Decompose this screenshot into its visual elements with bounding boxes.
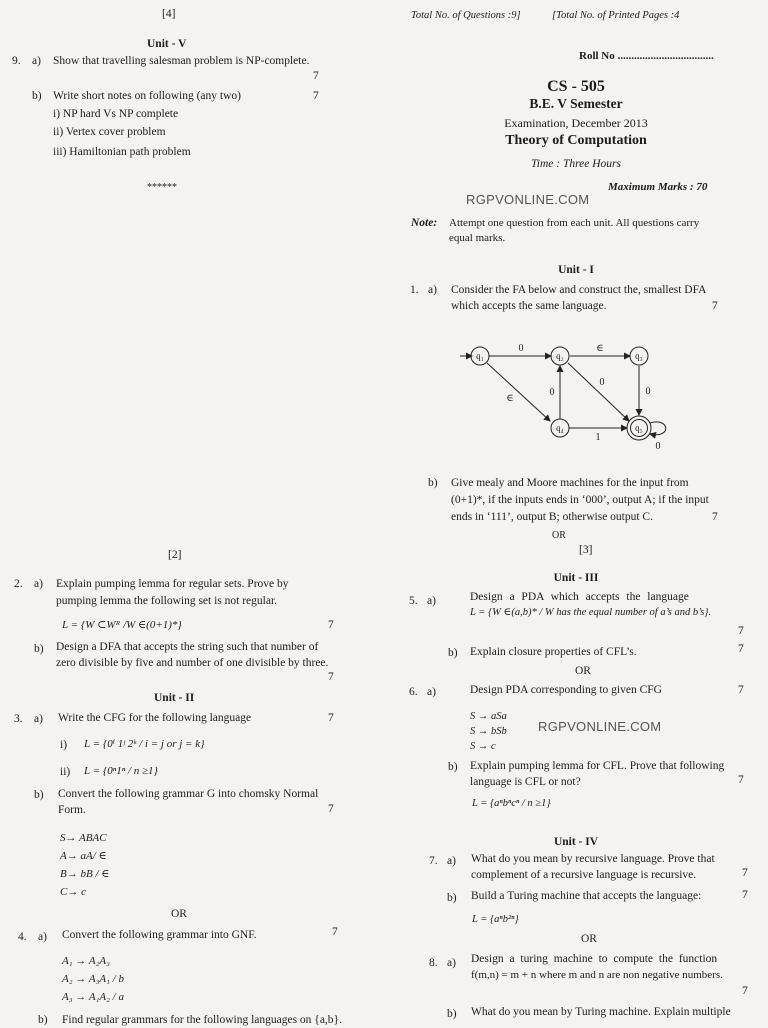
grammar-rule: S → bSb — [470, 726, 507, 737]
question-text: Design a DFA that accepts the string such that number of — [56, 641, 319, 653]
edge-label: 0 — [599, 377, 605, 388]
edge-label: 0 — [549, 387, 555, 398]
part-label: a) — [34, 713, 43, 725]
question-number: 6. — [409, 686, 418, 698]
question-text: Explain pumping lemma for regular sets. Prove by — [56, 578, 289, 590]
math-expression: L = {0ⁱ 1ʲ 2ᵏ / i = j or j = k} — [84, 738, 205, 750]
end-stars: ****** — [147, 182, 177, 193]
or-divider: OR — [552, 530, 566, 541]
part-label: b) — [447, 892, 457, 904]
max-marks: Maximum Marks : 70 — [608, 181, 708, 193]
edge-label: 0 — [655, 441, 661, 452]
question-text: Explain pumping lemma for CFL. Prove that following — [470, 760, 725, 772]
part-label: b) — [448, 761, 458, 773]
part-label: a) — [447, 855, 456, 867]
question-text: Convert the following grammar into GNF. — [62, 929, 257, 941]
state-label: q₂ — [556, 351, 564, 361]
question-text: f(m,n) = m + n where m and n are non negative numbers. — [471, 969, 723, 981]
question-text: What do you mean by recursive language. Prove that — [471, 853, 715, 865]
question-text: ends in ‘111’, output B; otherwise output C. — [451, 511, 653, 523]
marks: 7 — [328, 803, 334, 815]
part-label: ii) — [60, 766, 71, 778]
edge-label: 0 — [645, 386, 651, 397]
question-text: Explain closure properties of CFL’s. — [470, 646, 637, 658]
part-label: b) — [32, 90, 42, 102]
total-pages: [Total No. of Printed Pages :4 — [552, 10, 680, 21]
state-label: q₅ — [635, 423, 643, 433]
unit-title: Unit - I — [558, 264, 594, 276]
question-number: 9. — [12, 55, 21, 67]
edge-label: ∈ — [596, 343, 604, 354]
edge-label: 1 — [595, 432, 601, 443]
part-label: i) — [60, 739, 68, 751]
time: Time : Three Hours — [531, 158, 621, 170]
grammar-rule: A₁ → A₂A₃ — [62, 955, 110, 967]
marks: 7 — [738, 774, 744, 786]
watermark: RGPVONLINE.COM — [538, 719, 662, 734]
question-number: 5. — [409, 595, 418, 607]
loop-q5 — [650, 422, 666, 435]
part-label: a) — [34, 578, 43, 590]
grammar-rule: S→ ABAC — [60, 832, 107, 844]
grammar-rule: A→ aA/ ∈ — [60, 850, 107, 862]
page-number: [3] — [579, 544, 593, 556]
part-label: a) — [427, 595, 436, 607]
edge-label: 0 — [518, 343, 524, 354]
question-text: Show that travelling salesman problem is NP-complete. — [53, 55, 310, 67]
math-expression: L = {aⁿb²ⁿ} — [472, 914, 519, 925]
question-text: which accepts the same language. — [451, 300, 607, 312]
note-text: equal marks. — [449, 232, 506, 244]
question-text: pumping lemma the following set is not regular. — [56, 595, 278, 607]
question-text: language is CFL or not? — [470, 776, 581, 788]
question-text: Convert the following grammar G into chomsky Normal — [58, 788, 319, 800]
part-label: b) — [448, 647, 458, 659]
question-text: Write the CFG for the following language — [58, 712, 252, 724]
question-text: complement of a recursive language is recursive. — [471, 869, 697, 881]
question-number: 2. — [14, 578, 23, 590]
subject: Theory of Computation — [505, 133, 647, 148]
marks: 7 — [313, 90, 319, 102]
state-label: q₃ — [635, 351, 643, 361]
grammar-rule: B→ bB / ∈ — [60, 868, 110, 880]
marks: 7 — [742, 867, 748, 879]
unit-title: Unit - V — [147, 38, 187, 50]
question-text: Give mealy and Moore machines for the input from — [451, 477, 689, 489]
state-label: q₄ — [556, 423, 564, 433]
marks: 7 — [738, 625, 744, 637]
edge-q1-q4 — [487, 363, 550, 421]
part-label: a) — [447, 957, 456, 969]
or-divider: OR — [171, 908, 187, 920]
part-label: b) — [34, 643, 44, 655]
question-number: 3. — [14, 713, 23, 725]
marks: 7 — [328, 619, 334, 631]
math-expression: L = {W ∈(a,b)* / W has the equal number of a’s and b’s}. — [470, 607, 712, 618]
unit-title: Unit - II — [154, 692, 195, 704]
math-expression: L = {aⁿbⁿcⁿ / n ≥1} — [472, 798, 551, 809]
grammar-rule: C→ c — [60, 886, 86, 898]
part-label: b) — [38, 1014, 48, 1026]
question-text: Form. — [58, 804, 86, 816]
unit-title: Unit - IV — [553, 836, 599, 848]
question-text: Write short notes on following (any two) — [53, 90, 241, 102]
grammar-rule: S → c — [470, 741, 496, 752]
question-text: Design a turing machine to compute the function — [471, 953, 718, 965]
question-number: 8. — [429, 957, 438, 969]
marks: 7 — [328, 671, 334, 683]
unit-title: Unit - III — [553, 572, 599, 584]
question-text: zero divisible by five and number of one divisible by three. — [56, 657, 329, 669]
question-text: Build a Turing machine that accepts the language: — [471, 890, 702, 902]
question-text: Design PDA corresponding to given CFG — [470, 684, 662, 696]
marks: 7 — [328, 712, 334, 724]
fa-diagram — [460, 335, 700, 455]
course-code: CS - 505 — [547, 78, 605, 95]
marks: 7 — [742, 985, 748, 997]
part-label: a) — [38, 931, 47, 943]
math-expression: L = {W ⊂Wᴿ /W ∈(0+1)*} — [62, 619, 182, 631]
list-item: iii) Hamiltonian path problem — [53, 146, 191, 158]
or-divider: OR — [581, 933, 597, 945]
right-page — [384, 0, 768, 1024]
part-label: b) — [447, 1008, 457, 1020]
question-text: Design a PDA which accepts the language — [470, 591, 689, 603]
edge-q2-q5 — [568, 363, 629, 421]
part-label: b) — [34, 789, 44, 801]
total-questions: Total No. of Questions :9] — [411, 10, 521, 21]
marks: 7 — [738, 684, 744, 696]
exam-date: Examination, December 2013 — [504, 116, 648, 130]
question-text: Consider the FA below and construct the, smallest DFA — [451, 284, 707, 296]
grammar-rule: A₂ → A₃A₁ / b — [62, 973, 124, 985]
marks: 7 — [712, 300, 718, 312]
or-divider: OR — [575, 665, 591, 677]
roll-no: Roll No ................................... — [579, 50, 714, 62]
question-text: (0+1)*, if the inputs ends in ‘000’, output A; if the input — [451, 494, 709, 506]
part-label: a) — [427, 686, 436, 698]
list-item: ii) Vertex cover problem — [53, 126, 166, 138]
edge-label: ∈ — [506, 393, 514, 404]
page-number: [2] — [168, 549, 182, 561]
marks: 7 — [712, 511, 718, 523]
question-text: What do you mean by Turing machine. Explain multiple — [471, 1006, 731, 1018]
question-text: Find regular grammars for the following languages on {a,b}. — [62, 1014, 342, 1026]
note-label: Note: — [411, 217, 438, 229]
state-label: q₁ — [476, 351, 484, 361]
question-number: 7. — [429, 855, 438, 867]
part-label: a) — [428, 284, 437, 296]
question-number: 4. — [18, 931, 27, 943]
math-expression: L = {0ⁿ1ⁿ / n ≥1} — [84, 765, 158, 777]
page-number: [4] — [162, 8, 176, 20]
list-item: i) NP hard Vs NP complete — [53, 108, 179, 120]
marks: 7 — [332, 926, 338, 938]
marks: 7 — [313, 70, 319, 82]
note-text: Attempt one question from each unit. All questions carry — [449, 217, 700, 229]
part-label: b) — [428, 477, 438, 489]
part-label: a) — [32, 55, 41, 67]
grammar-rule: S → aSa — [470, 711, 507, 722]
semester: B.E. V Semester — [529, 96, 623, 111]
watermark: RGPVONLINE.COM — [466, 192, 590, 207]
marks: 7 — [738, 643, 744, 655]
left-page — [0, 0, 384, 1024]
grammar-rule: A₃ → A₁A₂ / a — [62, 991, 124, 1003]
question-number: 1. — [410, 284, 419, 296]
marks: 7 — [742, 889, 748, 901]
